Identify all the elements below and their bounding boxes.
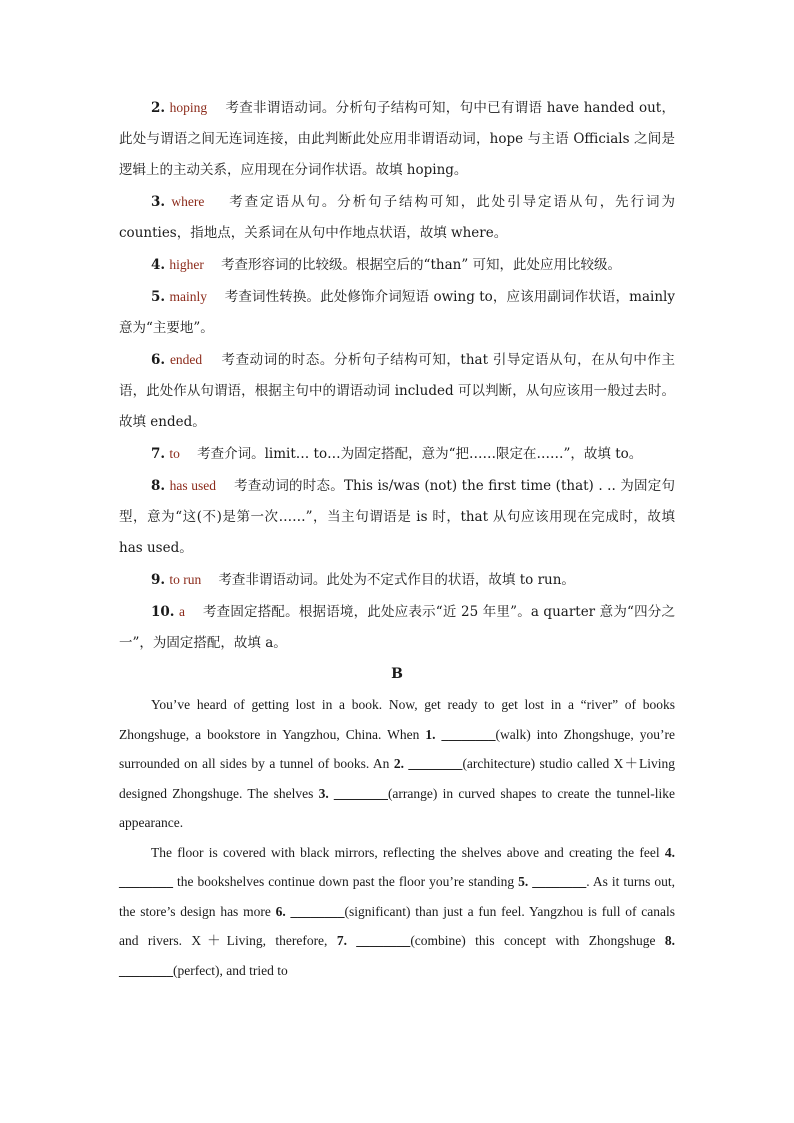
answer-explanation: 考查形容词的比较级。根据空后的“than” 可知，此处应用比较级。 (221, 257, 622, 273)
answer-word: mainly (169, 289, 208, 304)
answer-number: 8. (151, 478, 166, 494)
answer-explanation: 考查动词的时态。This is/was (not) the first time (that) . .. 为固定句型，意为“这(不)是第一次……”，当主句谓语是 is 时，that 从句应该用现在完成时，故填 has used。 (119, 478, 675, 556)
answer-item (119, 249, 675, 281)
blank-number: 8. ________ (119, 933, 676, 978)
answer-explanation: 考查动词的时态。分析句子结构可知，that 引导定语从句，在从句中作主语，此处作从句谓语，根据主句中的谓语动词 included 可以判断，从句应该用一般过去时。故填 ended。 (119, 352, 675, 430)
answer-item (119, 281, 675, 344)
answer-word: to run (169, 572, 202, 587)
passage-text: (combine) this concept with Zhongshuge (410, 933, 665, 948)
answer-word: hoping (169, 100, 208, 115)
answer-number: 10. (151, 604, 175, 620)
passage-text: . As it turns out, the store’s design has more (119, 874, 676, 919)
blank-number: 7. ________ (336, 933, 411, 948)
answer-word: has used (169, 478, 216, 493)
answer-item (119, 470, 675, 564)
blank-number: 2. ________ (393, 756, 463, 771)
blank-number: 1. ________ (425, 726, 496, 742)
answer-explanations (119, 92, 675, 659)
answer-item (119, 564, 675, 596)
passage-text: (architecture) studio called X＋Living designed Zhongshuge. The shelves (119, 756, 675, 801)
answer-number: 2. (151, 100, 166, 116)
blank-number: 6. ________ (275, 903, 345, 919)
answer-word: a (179, 604, 185, 619)
passage-text: (significant) than just a fun feel. Yangzhou is full of canals and rivers. X＋Living, therefore, (119, 903, 675, 948)
answer-number: 9. (151, 572, 166, 588)
answer-item (119, 92, 675, 186)
passage-paragraph-2 (119, 838, 675, 986)
answer-item (119, 186, 675, 249)
passage-text: You’ve heard of getting lost in a book. Now, get ready to get lost in a “river” of books Zhongshuge, a bookstore in Yangzhou, China. When (119, 697, 675, 742)
passage-text: (perfect), and tried to (173, 962, 288, 978)
answer-word: ended (169, 352, 203, 367)
section-heading: B (391, 666, 403, 682)
blank-number: 3. ________ (318, 785, 388, 801)
answer-word: higher (169, 257, 204, 272)
answer-explanation: 考查词性转换。此处修饰介词短语 owing to，应该用副词作状语，mainly 意为“主要地”。 (119, 289, 675, 336)
answer-number: 5. (151, 289, 166, 305)
answer-item (119, 438, 675, 470)
answer-number: 3. (151, 194, 166, 210)
document-page (119, 92, 675, 985)
answer-explanation: 考查非谓语动词。分析句子结构可知，句中已有谓语 have handed out，此处与谓语之间无连词连接，由此判断此处应用非谓语动词，hope 与主语 Officials 之间是逻辑上的主动关系，应用现在分词作状语。故填 hoping。 (119, 100, 675, 178)
answer-word: where (171, 194, 205, 209)
answer-number: 6. (151, 352, 166, 368)
passage-text: (walk) into Zhongshuge, you’re surrounded on all sides by a tunnel of books. An (119, 726, 675, 771)
answer-item (119, 344, 675, 438)
answer-explanation: 考查介词。limit… to…为固定搭配，意为“把……限定在……”，故填 to。 (197, 446, 643, 462)
answer-word: to (169, 446, 180, 461)
passage-paragraph-1 (119, 690, 675, 838)
answer-number: 7. (151, 446, 166, 462)
passage-text: (arrange) in curved shapes to create the tunnel-like appearance. (119, 785, 676, 830)
passage-text: the bookshelves continue down past the floor you’re standing (173, 874, 519, 889)
answer-explanation: 考查固定搭配。根据语境，此处应表示“近 25 年里”。a quarter 意为“四分之一”，为固定搭配，故填 a。 (119, 604, 675, 651)
answer-explanation: 考查非谓语动词。此处为不定式作目的状语，故填 to run。 (218, 572, 575, 588)
answer-item (119, 596, 675, 659)
answer-explanation: 考查定语从句。分析句子结构可知，此处引导定语从句，先行词为 counties，指地点，关系词在从句中作地点状语，故填 where。 (119, 194, 675, 241)
passage-text: The floor is covered with black mirrors, reflecting the shelves above and creating the feel (151, 844, 665, 860)
blank-number: 5. ________ (518, 874, 587, 889)
answer-number: 4. (151, 257, 166, 273)
blank-number: 4. ________ (119, 844, 675, 889)
